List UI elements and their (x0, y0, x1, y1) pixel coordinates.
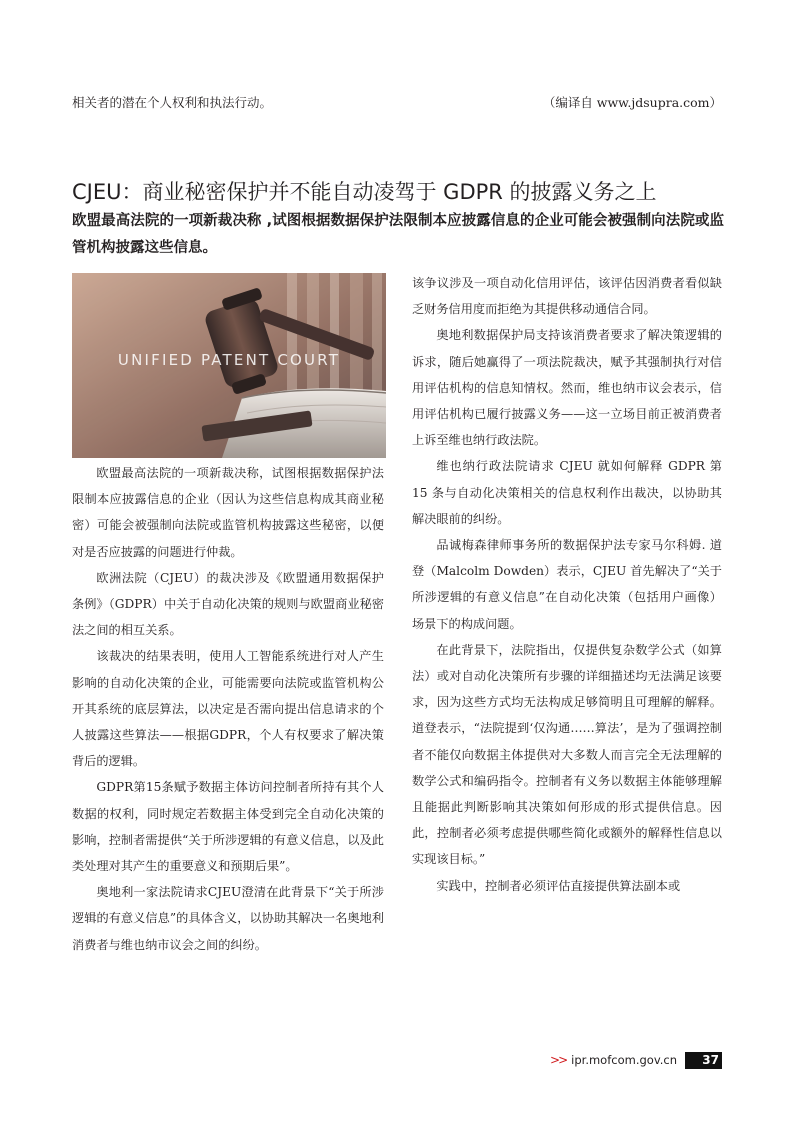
right-column (412, 270, 722, 899)
paragraph-continuation: 该争议涉及一项自动化信用评估，该评估因消费者看似缺乏财务信用度而拒绝为其提供移动通信合同。 (412, 276, 722, 317)
article-headline: CJEU：商业秘密保护并不能自动凌驾于 GDPR 的披露义务之上 (72, 180, 657, 204)
paragraph: 欧洲法院（CJEU）的裁决涉及《欧盟通用数据保护条例》（GDPR）中关于自动化决策的规则与欧盟商业秘密法之间的相互关系。 (72, 570, 384, 638)
article-subhead: 欧盟最高法院的一项新裁决称 ,试图根据数据保护法限制本应披露信息的企业可能会被强制向法院或监管机构披露这些信息。 (72, 213, 724, 256)
paragraph: 奥地利一家法院请求CJEU澄清在此背景下“关于所涉逻辑的有意义信息”的具体含义，以协助其解决一名奥地利消费者与维也纳市议会之间的纠纷。 (72, 885, 384, 952)
paragraph: GDPR第15条赋予数据主体访问控制者所持有其个人数据的权利，同时规定若数据主体受到完全自动化决策的影响，控制者需提供“关于所涉逻辑的有意义信息，以及此类处理对其产生的重要意义和预期后果”。 (72, 780, 384, 874)
paragraph: 欧盟最高法院的一项新裁决称，试图根据数据保护法限制本应披露信息的企业（因认为这些信息构成其商业秘密）可能会被强制向法院或监管机构披露这些秘密，以便对是否应披露的问题进行仲裁。 (72, 466, 384, 559)
paragraph: 在此背景下，法院指出，仅提供复杂数学公式（如算法）或对自动化决策所有步骤的详细描述均无法满足该要求，因为这些方式均无法构成足够简明且可理解的解释。道登表示，“法院提到‘仅沟通……算法’，是为了强调控制者不能仅向数据主体提供对大多数人而言完全无法理解的数学公式和编码指令。控制者有义务以数据主体能够理解且能据此判断影响其决策如何形成的形式提供信息。因此，控制者必须考虑提供哪些简化或额外的解释性信息以实现该目标。” (412, 642, 722, 867)
footer-website: ipr.mofcom.gov.cn (571, 1053, 677, 1067)
paragraph: 品诚梅森律师事务所的数据保护法专家马尔科姆. 道登（Malcolm Dowden）表示，CJEU 首先解决了“关于所涉逻辑的有意义信息”在自动化决策（包括用户画像）场景下的构成问题。 (412, 538, 722, 631)
left-column (72, 460, 384, 958)
source-credit: （编译自 www.jdsupra.com） (542, 95, 722, 110)
page-footer (550, 1050, 722, 1070)
chevron-right-icon: >> (550, 1053, 567, 1067)
paragraph: 该裁决的结果表明，使用人工智能系统进行对人产生影响的自动化决策的企业，可能需要向法院或监管机构公开其系统的底层算法，以决定是否需向提出信息请求的个人披露这些算法——根据GDPR，个人有权要求了解决策背后的逻辑。 (72, 649, 384, 769)
image-caption-text: UNIFIED PATENT COURT (117, 351, 341, 369)
page-number: 37 (685, 1052, 722, 1069)
paragraph: 实践中，控制者必须评估直接提供算法副本或 (436, 878, 681, 893)
paragraph: 奥地利数据保护局支持该消费者要求了解决策逻辑的诉求，随后她赢得了一项法院裁决，赋予其强制执行对信用评估机构的信息知情权。然而，维也纳市议会表示，信用评估机构已履行披露义务——这一立场目前正被消费者上诉至维也纳行政法院。 (412, 328, 722, 448)
gavel-photo (72, 273, 386, 458)
previous-article-ending: 相关者的潜在个人权利和执法行动。 (72, 95, 273, 110)
paragraph: 维也纳行政法院请求 CJEU 就如何解释 GDPR 第 15 条与自动化决策相关的信息权利作出裁决，以协助其解决眼前的纠纷。 (412, 459, 722, 526)
